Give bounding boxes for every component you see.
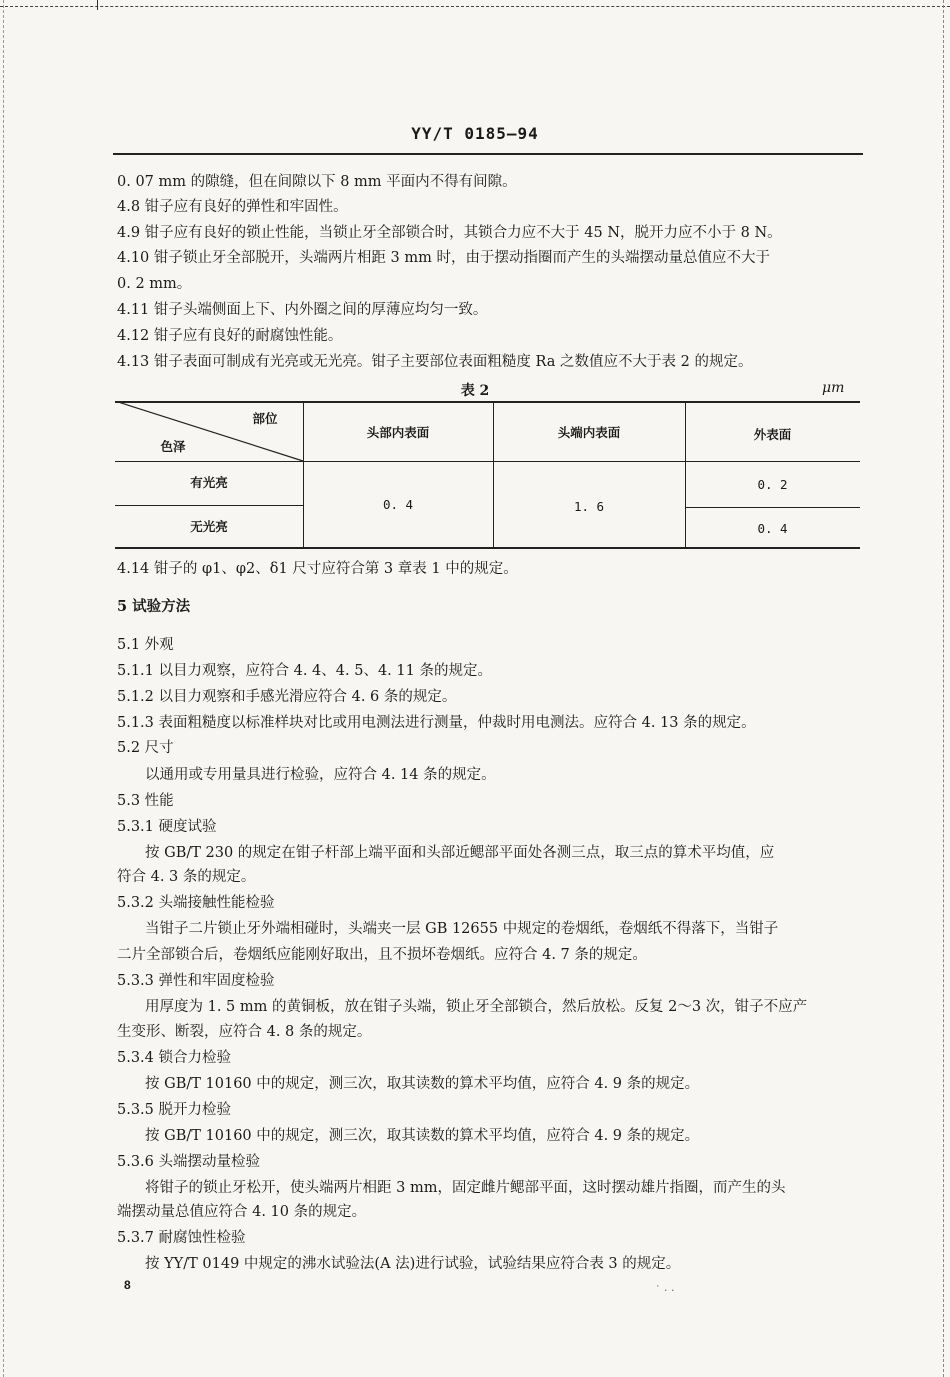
value-outer-matte: 0. 4 [757,521,788,536]
value-outer-bright: 0. 2 [757,477,788,492]
corner-label-finish: 色泽 [160,439,186,454]
clause-4-12: 4.12 钳子应有良好的耐腐蚀性能。 [117,328,343,344]
text-line: 0. 2 mm。 [117,276,192,292]
scan-speck: ˙ · · [655,1284,675,1297]
clause-5-3-7: 5.3.7 耐腐蚀性检验 [117,1230,246,1246]
row-bright: 有光亮 [190,475,228,490]
text-line: 0. 07 mm 的隙缝，但在间隙以下 8 mm 平面内不得有间隙。 [117,174,517,190]
clause-4-13: 4.13 钳子表面可制成有光亮或无光亮。钳子主要部位表面粗糙度 Ra 之数值应不大于表 2 的规定。 [117,354,753,370]
text-line: 二片全部锁合后，卷烟纸应能刚好取出，且不损坏卷烟纸。应符合 4. 7 条的规定。 [117,947,647,963]
clause-5-1-3: 5.1.3 表面粗糙度以标准样块对比或用电测法进行测量，仲裁时用电测法。应符合 4. 13 条的规定。 [117,715,756,731]
clause-4-10: 4.10 钳子锁止牙全部脱开，头端两片相距 3 mm 时，由于摆动指圈而产生的头端摆动量总值应不大于 [117,250,770,266]
text-line: 以通用或专用量具进行检验，应符合 4. 14 条的规定。 [145,767,496,783]
clause-5-2: 5.2 尺寸 [117,740,174,756]
clause-5-3-5: 5.3.5 脱开力检验 [117,1102,232,1118]
col-head-inner-surface: 头部内表面 [366,425,430,440]
clause-5-3-1: 5.3.1 硬度试验 [117,819,217,835]
clause-4-14: 4.14 钳子的 φ1、φ2、δ1 尺寸应符合第 3 章表 1 中的规定。 [117,561,518,577]
text-line: 按 GB/T 10160 中的规定，测三次，取其读数的算术平均值，应符合 4. 9 条的规定。 [145,1076,700,1092]
standard-number: YY/T 0185—94 [411,124,539,143]
text-line: 用厚度为 1. 5 mm 的黄铜板，放在钳子头端，锁止牙全部锁合，然后放松。反复 2～3 次，钳子不应产 [145,999,808,1015]
roughness-table [115,401,860,549]
col-outer-surface: 外表面 [753,427,792,442]
clause-5-3-4: 5.3.4 锁合力检验 [117,1050,232,1066]
corner-label-position: 部位 [252,411,278,426]
row-matte: 无光亮 [190,519,228,534]
clause-5-3-2: 5.3.2 头端接触性能检验 [117,895,275,911]
table-row-rule-outer [685,507,860,508]
clause-4-11: 4.11 钳子头端侧面上下、内外圈之间的厚薄应均匀一致。 [117,302,488,318]
scan-edge-right [943,0,944,1377]
value-tip-inner: 1. 6 [573,499,605,514]
text-line: 将钳子的锁止牙松开，使头端两片相距 3 mm，固定雌片鳃部平面，这时摆动雄片指圈，而产生的头 [145,1180,786,1196]
table-row-rule [115,505,303,506]
scan-mark [97,0,98,10]
text-line: 端摆动量总值应符合 4. 10 条的规定。 [117,1204,367,1220]
clause-5-1-2: 5.1.2 以目力观察和手感光滑应符合 4. 6 条的规定。 [117,689,457,705]
clause-5-1: 5.1 外观 [117,637,174,653]
text-line: 按 GB/T 230 的规定在钳子杆部上端平面和头部近鳃部平面处各测三点，取三点的算术平均值，应 [145,845,775,861]
text-line: 当钳子二片锁止牙外端相碰时，头端夹一层 GB 12655 中规定的卷烟纸，卷烟纸不得落下，当钳子 [145,921,779,937]
scan-edge-left [3,0,4,1377]
header-rule [113,153,863,155]
table-border-bottom [115,547,860,549]
text-line: 生变形、断裂，应符合 4. 8 条的规定。 [117,1024,372,1040]
text-line: 按 GB/T 10160 中的规定，测三次，取其读数的算术平均值，应符合 4. 9 条的规定。 [145,1128,700,1144]
clause-5-3-6: 5.3.6 头端摆动量检验 [117,1154,261,1170]
clause-5-3-3: 5.3.3 弹性和牢固度检验 [117,973,275,989]
col-tip-inner-surface: 头端内表面 [557,425,621,440]
clause-4-8: 4.8 钳子应有良好的弹性和牢固性。 [117,199,348,215]
text-line: 符合 4. 3 条的规定。 [117,869,256,885]
clause-5-1-1: 5.1.1 以目力观察，应符合 4. 4、4. 5、4. 11 条的规定。 [117,663,492,679]
scan-edge-top [0,6,950,7]
clause-4-9: 4.9 钳子应有良好的锁止性能，当锁止牙全部锁合时，其锁合力应不大于 45 N，脱开力应不小于 8 N。 [117,225,782,241]
clause-5-3: 5.3 性能 [117,793,174,809]
table-unit: μm [822,380,845,396]
text-line: 按 YY/T 0149 中规定的沸水试验法(A 法)进行试验，试验结果应符合表 3 的规定。 [145,1256,681,1272]
value-head-inner: 0. 4 [382,497,414,512]
section-5-heading: 5 试验方法 [117,598,191,615]
page-number: 8 [124,1278,131,1292]
table-caption: 表 2 [460,383,490,399]
